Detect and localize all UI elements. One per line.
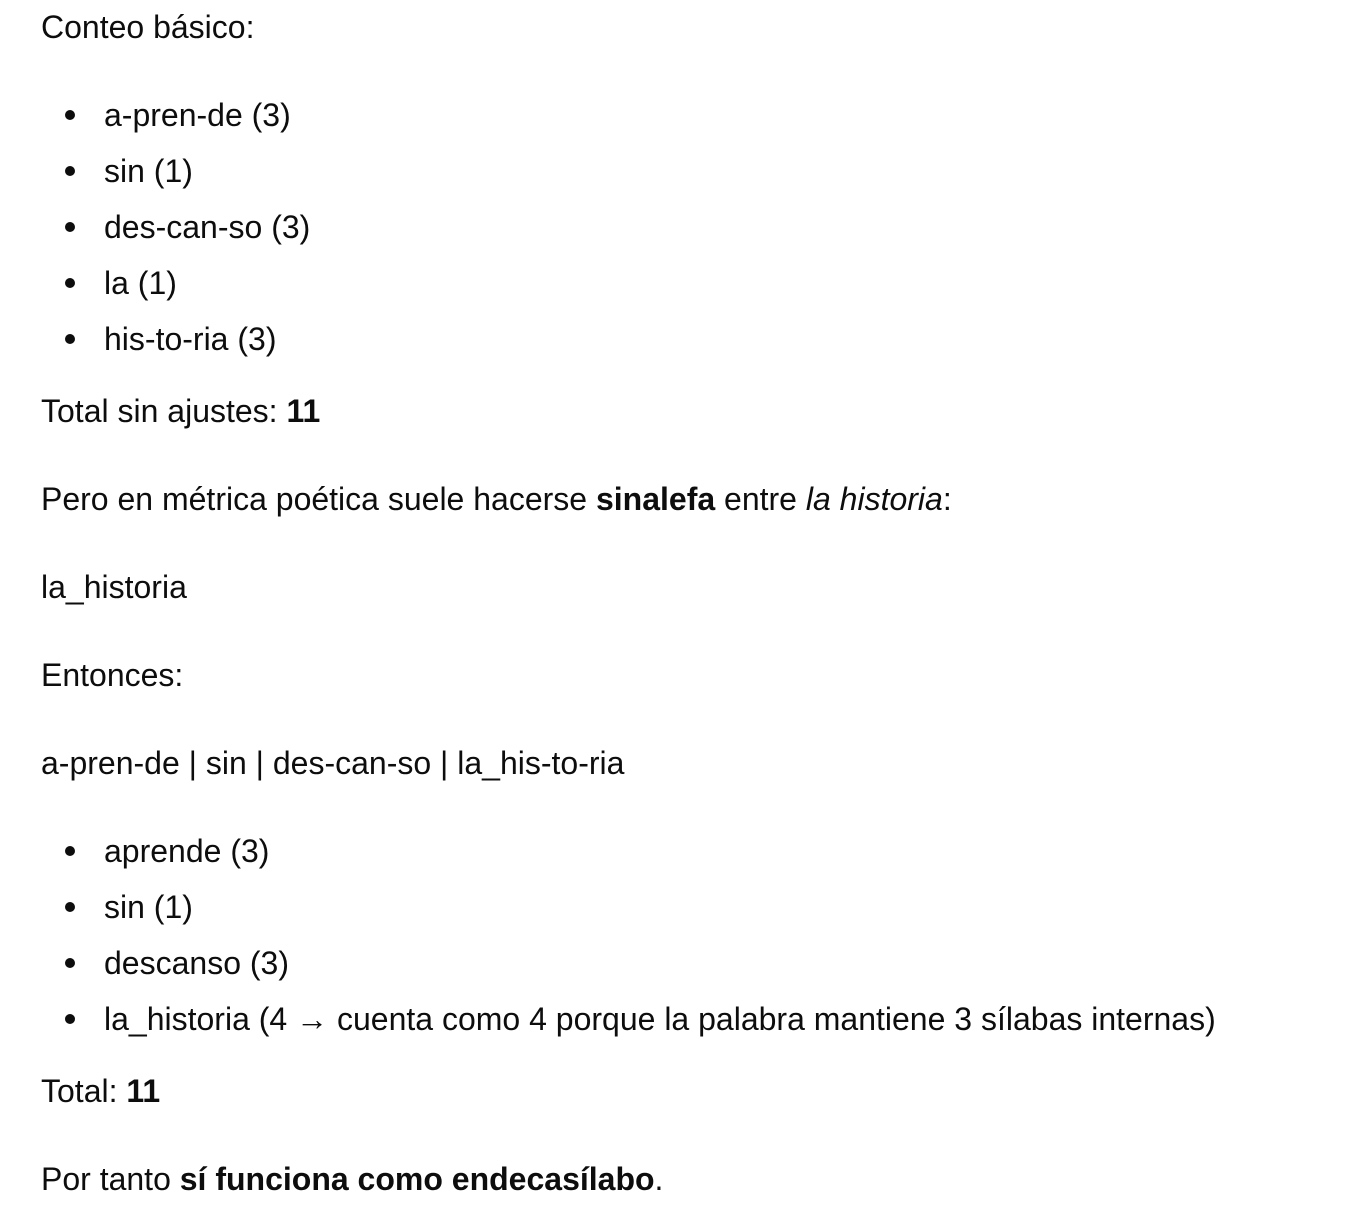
sinalefa-phrase: la historia: [805, 481, 943, 517]
list-item-text: des-can-so (3): [104, 209, 311, 245]
list-item-text: sin (1): [104, 889, 193, 925]
list-item: [41, 143, 1311, 199]
list-item: [41, 87, 1311, 143]
total-label: Total sin ajustes:: [41, 393, 287, 429]
bullet-icon: [65, 222, 75, 232]
list-item: [41, 823, 1311, 879]
list-item: [41, 199, 1311, 255]
adjusted-count-list: [41, 823, 1311, 1047]
la-historia-line: la_historia: [41, 569, 187, 605]
intro-text: Conteo básico:: [41, 9, 255, 45]
bullet-icon: [65, 110, 75, 120]
total-without-adjustments: [41, 389, 1311, 433]
syllable-count-list: [41, 87, 1311, 367]
list-item: [41, 879, 1311, 935]
list-item: [41, 991, 1311, 1047]
list-item-text: la (1): [104, 265, 177, 301]
list-item-text: a-pren-de (3): [104, 97, 291, 133]
total-value: 11: [286, 393, 321, 429]
bullet-icon: [65, 902, 75, 912]
total-label: Total:: [41, 1073, 127, 1109]
bullet-icon: [65, 1014, 75, 1024]
sinalefa-term: sinalefa: [595, 481, 716, 517]
list-item: [41, 935, 1311, 991]
list-item: [41, 255, 1311, 311]
bullet-icon: [65, 166, 75, 176]
list-item: [41, 311, 1311, 367]
conclusion-text-pre: Por tanto: [41, 1161, 180, 1197]
sinalefa-paragraph: [41, 477, 1311, 521]
bullet-icon: [65, 846, 75, 856]
entonces-text: Entonces:: [41, 657, 184, 693]
conclusion-text-post: .: [654, 1161, 664, 1197]
list-item-text: his-to-ria (3): [104, 321, 277, 357]
list-item-text: descanso (3): [104, 945, 289, 981]
bullet-icon: [65, 334, 75, 344]
sinalefa-text-pre: Pero en métrica poética suele hacerse: [41, 481, 596, 517]
total-value: 11: [126, 1073, 161, 1109]
list-item-text: la_historia (4 → cuenta como 4 porque la palabra mantiene 3 sílabas internas): [104, 1001, 1216, 1037]
list-item-text: aprende (3): [104, 833, 270, 869]
bullet-icon: [65, 958, 75, 968]
bullet-icon: [65, 278, 75, 288]
list-item-text: sin (1): [104, 153, 193, 189]
sinalefa-text-mid: entre: [715, 481, 806, 517]
conclusion-emphasis: sí funciona como endecasílabo: [179, 1161, 655, 1197]
scansion-line: a-pren-de | sin | des-can-so | la_his-to-ria: [41, 745, 625, 781]
total-adjusted: [41, 1069, 1311, 1113]
sinalefa-text-post: :: [942, 481, 952, 517]
conclusion-paragraph: [41, 1157, 1311, 1201]
